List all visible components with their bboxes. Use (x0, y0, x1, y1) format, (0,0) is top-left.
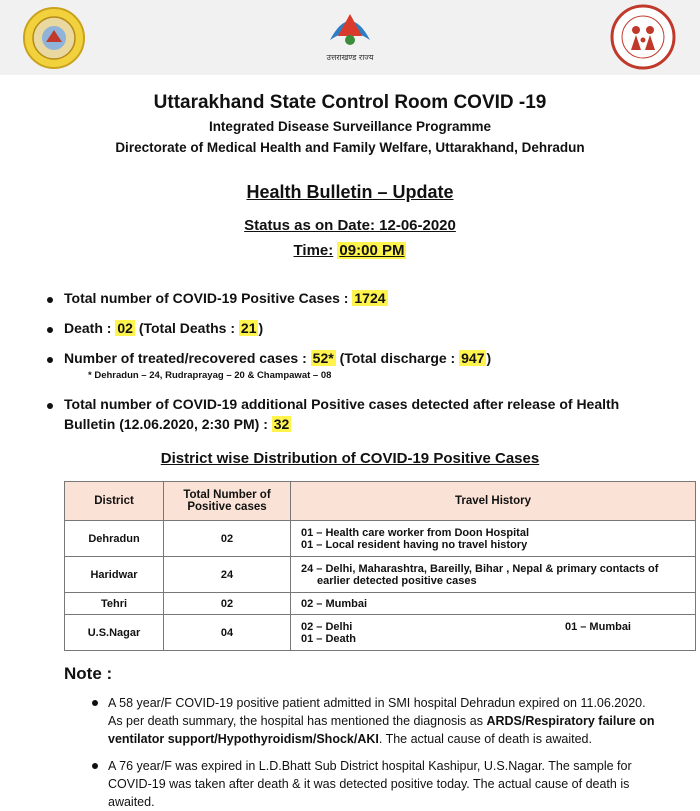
additional-cases-item: Total number of COVID-19 additional Positive cases detected after release of Health Bulletin (12.06.2020, 2:30 PM) : 32 (64, 396, 620, 432)
table-row (65, 521, 696, 557)
health-seal-logo (22, 6, 86, 70)
directorate-name: Directorate of Medical Health and Family Welfare, Uttarakhand, Dehradun (115, 140, 585, 155)
count-cell: 04 (164, 615, 291, 651)
travel-cell: 01 – Health care worker from Doon Hospital 01 – Local resident having no travel history (291, 521, 696, 557)
status-time: Time: 09:00 PM (293, 242, 405, 259)
table-row (65, 557, 696, 593)
travel-cell: 02 – Mumbai (291, 593, 696, 615)
total-deaths-value: 21 (240, 320, 257, 336)
district-cell: Tehri (65, 593, 164, 615)
emblem-caption: उत्तराखण्ड राज्य (326, 53, 374, 62)
total-cases-value: 1724 (354, 290, 386, 306)
travel-cell: 02 – Delhi 01 – Mumbai 01 – Death (291, 615, 696, 651)
note-item: A 76 year/F was expired in L.D.Bhatt Sub District hospital Kashipur, U.S.Nagar. The sample for COVID-19 was taken after death & it was detected positive today. The actual cause of death is awaited. (108, 759, 632, 809)
programme-name: Integrated Disease Surveillance Programme (208, 119, 492, 134)
additional-cases-value: 32 (273, 416, 290, 432)
recovered-item: Number of treated/recovered cases : 52* (Total discharge : 947 ) (64, 350, 492, 366)
district-cell: Haridwar (65, 557, 164, 593)
district-table (64, 481, 696, 651)
recovered-footnote: * Dehradun – 24, Rudraprayag – 20 & Champawat – 08 (88, 370, 332, 381)
time-value: 09:00 PM (339, 242, 405, 259)
header-total: Total Number of Positive cases (164, 482, 291, 521)
uttarakhand-emblem-logo (324, 0, 376, 66)
recovered-value: 52* (312, 350, 334, 366)
note-item: A 58 year/F COVID-19 positive patient admitted in SMI hospital Dehradun expired on 11.06.2020. As per death summary, the hospital has mentioned the diagnosis as ARDS/Respiratory failure on ventilator support/Hypothyroidism/Shock/AKI. The actual cause of death is awaited. (108, 696, 655, 746)
count-cell: 24 (164, 557, 291, 593)
table-row (65, 615, 696, 651)
total-cases-item: Total number of COVID-19 Positive Cases : 1724 (64, 290, 386, 306)
district-cell: Dehradun (65, 521, 164, 557)
nhm-logo (598, 2, 688, 72)
report-title: Uttarakhand State Control Room COVID -19 (153, 92, 547, 113)
header-district: District (65, 482, 164, 521)
table-header-row (65, 482, 696, 521)
table-title: District wise Distribution of COVID-19 Positive Cases (160, 450, 540, 467)
bulletin-heading: Health Bulletin – Update (246, 182, 454, 202)
count-cell: 02 (164, 593, 291, 615)
header-travel: Travel History (291, 482, 696, 521)
status-date: Status as on Date: 12-06-2020 (244, 217, 456, 234)
table-row (65, 593, 696, 615)
death-value: 02 (117, 320, 133, 336)
discharge-value: 947 (461, 350, 485, 366)
deaths-item: Death : 02 (Total Deaths : 21 ) (64, 320, 264, 336)
count-cell: 02 (164, 521, 291, 557)
district-cell: U.S.Nagar (65, 615, 164, 651)
note-heading: Note : (64, 664, 113, 683)
travel-cell: 24 – Delhi, Maharashtra, Bareilly, Bihar , Nepal & primary contacts of earlier detected positive cases (291, 557, 696, 593)
